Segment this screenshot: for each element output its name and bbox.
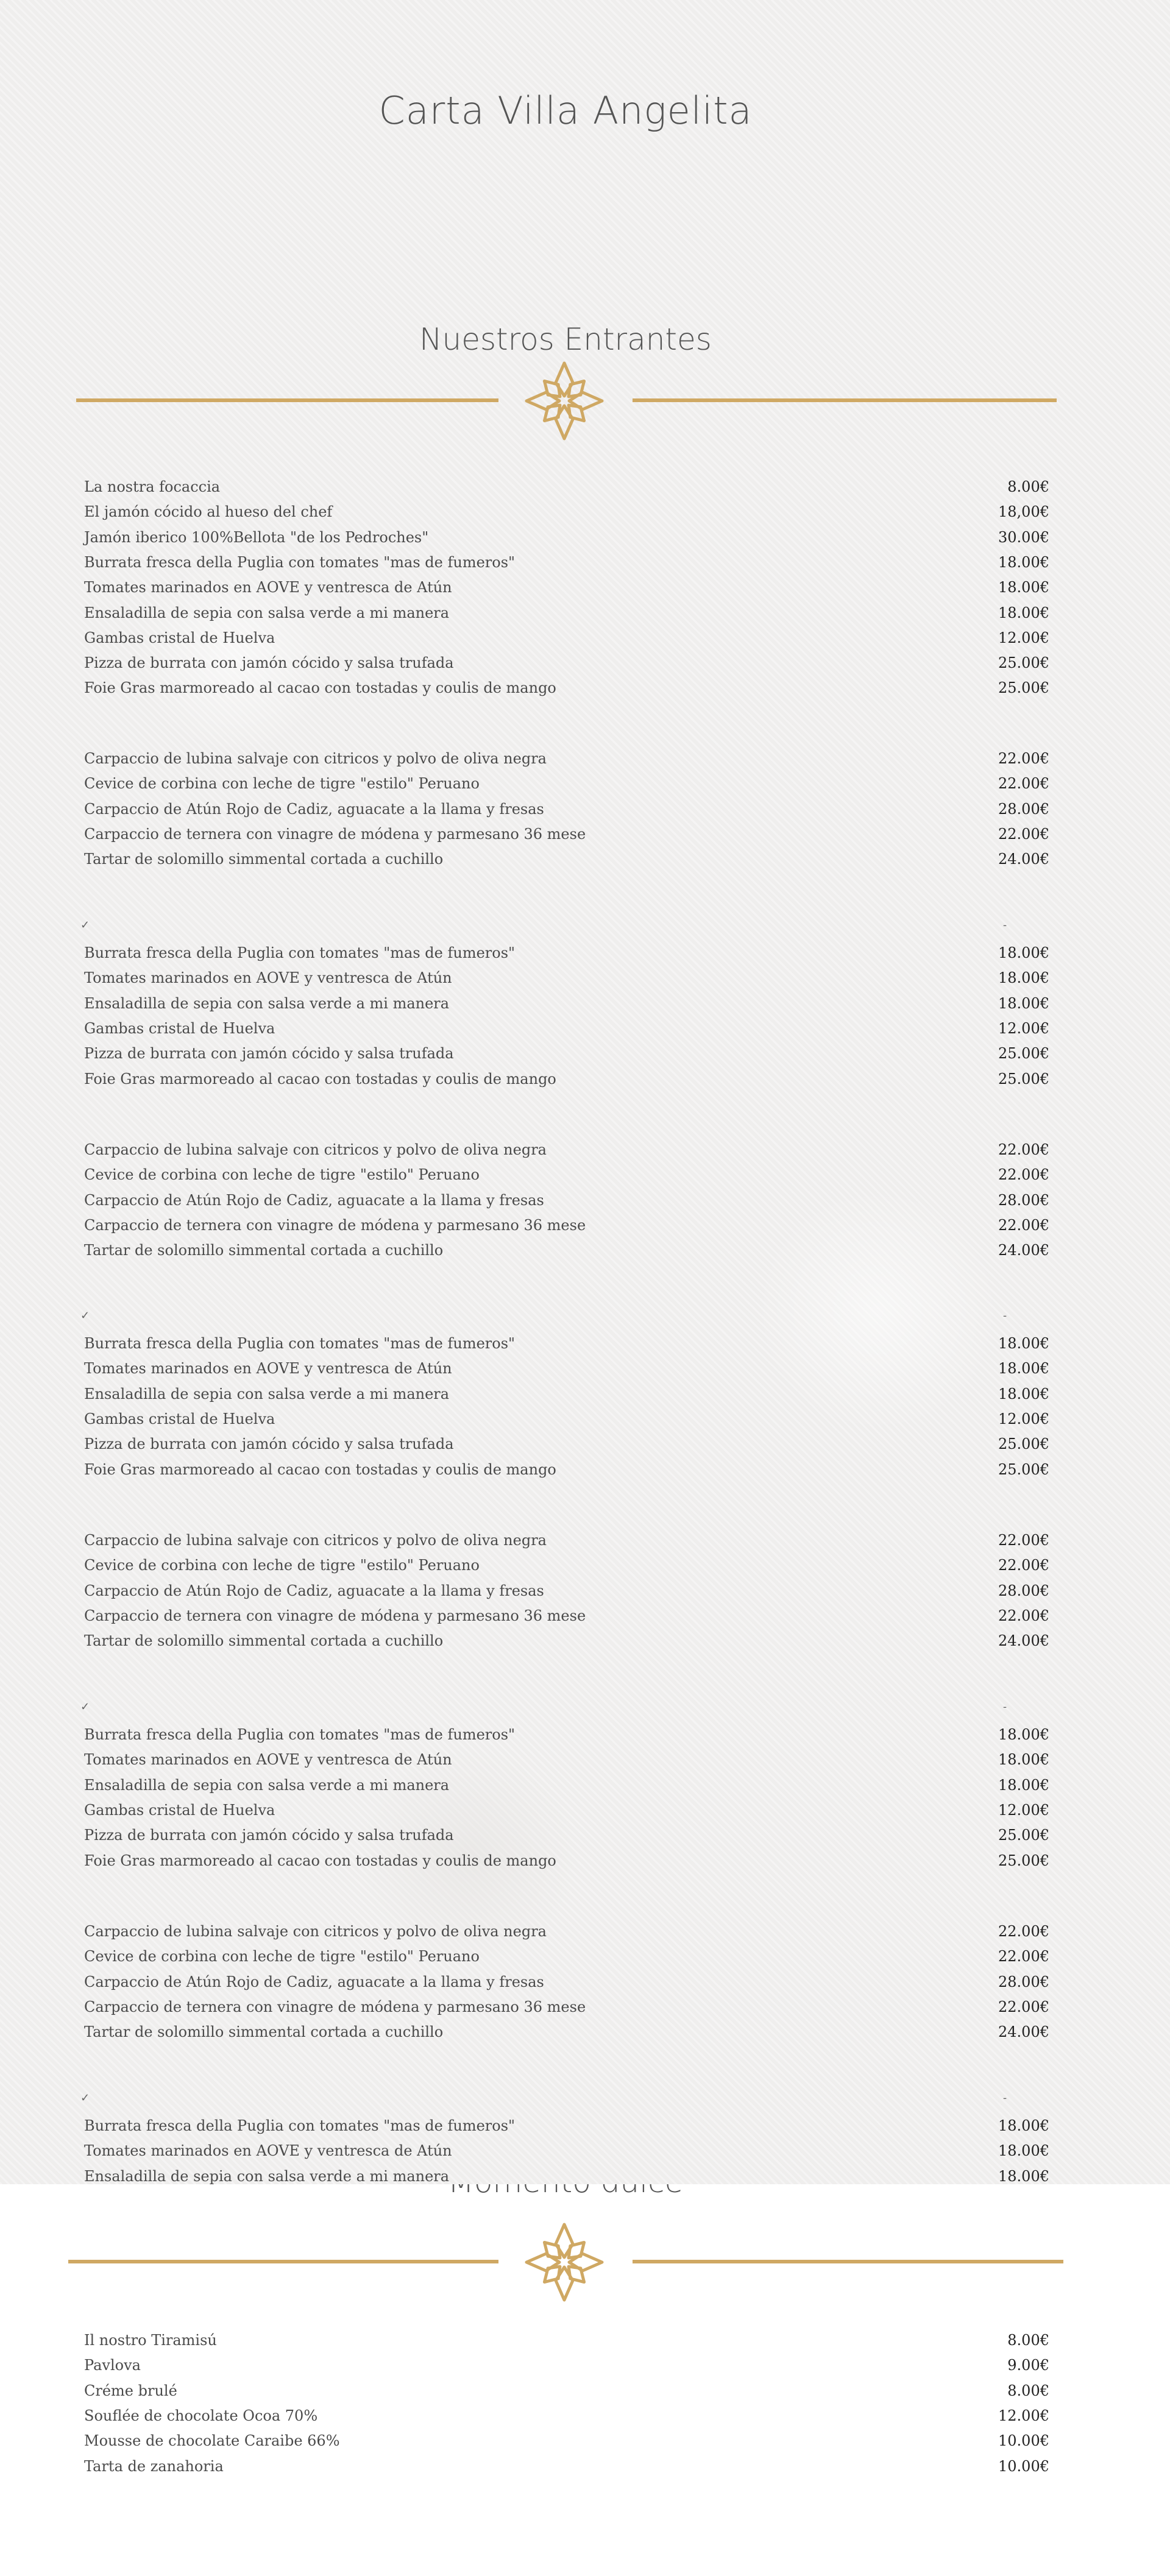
menu-item [84, 1188, 1049, 1212]
menu-item-price: 22.00€ [998, 775, 1049, 793]
menu-item-price: 12.00€ [998, 1801, 1049, 1819]
menu-item-price: 18,00€ [998, 503, 1049, 521]
menu-item-price: 25.00€ [998, 1460, 1049, 1478]
menu-item-price: 25.00€ [998, 1435, 1049, 1453]
menu-item-price: 18.00€ [998, 2142, 1049, 2160]
menu-item-price: 18.00€ [998, 1776, 1049, 1794]
menu-item [84, 1747, 1049, 1772]
menu-item [84, 1213, 1049, 1237]
menu-item [84, 1944, 1049, 1969]
postres-divider-left [68, 2260, 498, 2263]
menu-item [84, 1919, 1049, 1944]
menu-item-price: 12.00€ [998, 1019, 1049, 1037]
menu-item-name: Carpaccio de Atún Rojo de Cadiz, aguacate a la llama y fresas [84, 1973, 544, 1990]
menu-item [84, 1331, 1049, 1356]
menu-item-name: Burrata fresca della Puglia con tomates "mas de fumeros" [84, 1335, 516, 1352]
menu-item-price: 18.00€ [998, 579, 1049, 596]
menu-item-name: Carpaccio de lubina salvaje con citricos y polvo de oliva negra [84, 1923, 547, 1940]
page-title: Carta Villa Angelita [378, 88, 753, 133]
menu-item-name: Carpaccio de Atún Rojo de Cadiz, aguacate a la llama y fresas [84, 1582, 544, 1599]
postres-divider-right [633, 2260, 1063, 2263]
menu-item-name: El jamón cócido al hueso del chef [84, 503, 333, 521]
menu-item-name: La nostra focaccia [84, 478, 221, 495]
menu-item-name: Cevice de corbina con leche de tigre "estilo" Peruano [84, 1948, 480, 1966]
menu-item-name: Gambas cristal de Huelva [84, 629, 275, 646]
menu-item-name: Tartar de solomillo simmental cortada a cuchillo [84, 2023, 444, 2041]
menu-item-name: Jamón iberico 100%Bellota "de los Pedroches" [84, 528, 429, 546]
menu-item [84, 2020, 1049, 2044]
menu-item-name: Carpaccio de ternera con vinagre de módena y parmesano 36 mese [84, 1607, 586, 1624]
menu-item-price: 18.00€ [998, 2167, 1049, 2184]
menu-item [84, 1356, 1049, 1381]
menu-item-price: 18.00€ [998, 1385, 1049, 1403]
menu-item-price: 22.00€ [998, 825, 1049, 843]
menu-item [84, 1579, 1049, 1603]
menu-item [84, 966, 1049, 990]
menu-item [84, 2353, 1049, 2377]
menu-item [84, 2328, 1049, 2352]
menu-item-name: Ensaladilla de sepia con salsa verde a mi manera [84, 1776, 450, 1794]
menu-item-name: Burrata fresca della Puglia con tomates "mas de fumeros" [84, 2117, 516, 2134]
menu-item [84, 2114, 1049, 2138]
menu-item-price: 28.00€ [998, 1973, 1049, 1990]
menu-item [84, 1604, 1049, 1628]
menu-item-price: 18.00€ [998, 2117, 1049, 2134]
menu-item-price: 25.00€ [998, 654, 1049, 672]
menu-item-price: 25.00€ [998, 1070, 1049, 1088]
menu-item [84, 771, 1049, 796]
menu-item-name: Ensaladilla de sepia con salsa verde a mi manera [84, 1385, 450, 1403]
menu-item [84, 1798, 1049, 1822]
menu-item-price: 22.00€ [998, 1998, 1049, 2015]
menu-item-price: 22.00€ [998, 1141, 1049, 1158]
menu-item [84, 746, 1049, 771]
menu-item [84, 1773, 1049, 1797]
menu-item [84, 1382, 1049, 1406]
menu-item-name: Carpaccio de ternera con vinagre de módena y parmesano 36 mese [84, 1998, 586, 2015]
menu-item [84, 1162, 1049, 1187]
menu-item [84, 1722, 1049, 1747]
menu-item [84, 626, 1049, 650]
menu-item-name: Foie Gras marmoreado al cacao con tostadas y coulis de mango [84, 1070, 556, 1088]
menu-item-price: 18.00€ [998, 553, 1049, 571]
menu-item-price: 24.00€ [998, 851, 1049, 868]
menu-item [84, 797, 1049, 821]
menu-item-price: 18.00€ [998, 1335, 1049, 1352]
menu-item-name: Foie Gras marmoreado al cacao con tostadas y coulis de mango [84, 679, 556, 697]
menu-item-name: Pizza de burrata con jamón cócido y salsa trufada [84, 1435, 454, 1453]
tick-mark: ✓ [80, 919, 90, 932]
menu-item-name: Carpaccio de ternera con vinagre de módena y parmesano 36 mese [84, 825, 586, 843]
menu-item [84, 1553, 1049, 1577]
menu-item-name: Tartar de solomillo simmental cortada a cuchillo [84, 851, 444, 868]
menu-item-name: Foie Gras marmoreado al cacao con tostadas y coulis de mango [84, 1852, 556, 1869]
menu-item-name: Burrata fresca della Puglia con tomates "mas de fumeros" [84, 1726, 516, 1743]
menu-item [84, 1238, 1049, 1262]
menu-item [84, 2164, 1049, 2184]
dash-mark: - [1003, 1309, 1007, 1322]
menu-item-price: 22.00€ [998, 1166, 1049, 1184]
menu-item [84, 550, 1049, 575]
menu-item [84, 1457, 1049, 1482]
menu-item-name: Mousse de chocolate Caraibe 66% [84, 2432, 340, 2450]
menu-item-name: Tarta de zanahoria [84, 2457, 224, 2475]
menu-item-price: 12.00€ [998, 629, 1049, 646]
menu-item-price: 18.00€ [998, 1360, 1049, 1378]
menu-item [84, 1407, 1049, 1431]
divider-left [76, 398, 498, 402]
menu-item-name: Pizza de burrata con jamón cócido y salsa trufada [84, 1827, 454, 1844]
menu-item [84, 1016, 1049, 1041]
menu-item [84, 2454, 1049, 2479]
menu-item-price: 18.00€ [998, 604, 1049, 621]
tick-mark: ✓ [80, 1309, 90, 1322]
menu-item [84, 847, 1049, 871]
menu-item-price: 28.00€ [998, 1582, 1049, 1599]
menu-item [84, 822, 1049, 846]
dash-mark: - [1003, 1700, 1007, 1713]
menu-item-name: Souflée de chocolate Ocoa 70% [84, 2407, 318, 2424]
menu-item-price: 22.00€ [998, 1948, 1049, 1966]
menu-item-name: Gambas cristal de Huelva [84, 1019, 275, 1037]
menu-item [84, 1138, 1049, 1162]
menu-item-price: 24.00€ [998, 2023, 1049, 2041]
menu-item [84, 1528, 1049, 1552]
dash-mark: - [1003, 2092, 1007, 2104]
menu-item [84, 1432, 1049, 1456]
menu-item [84, 1823, 1049, 1847]
menu-item [84, 1041, 1049, 1066]
menu-item-name: Burrata fresca della Puglia con tomates "mas de fumeros" [84, 553, 516, 571]
entrantes-heading: Nuestros Entrantes [419, 322, 712, 357]
menu-item [84, 2139, 1049, 2163]
menu-item [84, 575, 1049, 600]
menu-item-name: Gambas cristal de Huelva [84, 1410, 275, 1428]
divider-right [633, 398, 1057, 402]
menu-item [84, 475, 1049, 499]
menu-item-price: 30.00€ [998, 528, 1049, 546]
menu-item-price: 25.00€ [998, 1852, 1049, 1869]
menu-item-price: 8.00€ [1007, 2332, 1049, 2349]
menu-item [84, 1995, 1049, 2019]
menu-item-price: 25.00€ [998, 1827, 1049, 1844]
menu-item-price: 22.00€ [998, 1607, 1049, 1624]
menu-item-price: 24.00€ [998, 1242, 1049, 1259]
menu-item-price: 18.00€ [998, 1751, 1049, 1769]
menu-item-price: 22.00€ [998, 1216, 1049, 1234]
menu-item-name: Foie Gras marmoreado al cacao con tostadas y coulis de mango [84, 1460, 556, 1478]
menu-item-name: Cevice de corbina con leche de tigre "estilo" Peruano [84, 775, 480, 793]
menu-item [84, 941, 1049, 965]
menu-item-price: 28.00€ [998, 1191, 1049, 1209]
menu-item [84, 1067, 1049, 1091]
menu-item-price: 28.00€ [998, 800, 1049, 818]
menu-item [84, 676, 1049, 700]
menu-item-name: Tomates marinados en AOVE y ventresca de Atún [84, 969, 452, 987]
menu-item-name: Cevice de corbina con leche de tigre "estilo" Peruano [84, 1166, 480, 1184]
menu-item [84, 2429, 1049, 2453]
menu-item-name: Tomates marinados en AOVE y ventresca de Atún [84, 1360, 452, 1378]
dash-mark: - [1003, 919, 1007, 932]
menu-item-name: Ensaladilla de sepia con salsa verde a mi manera [84, 2167, 450, 2184]
menu-item [84, 525, 1049, 550]
menu-item-name: Carpaccio de Atún Rojo de Cadiz, aguacate a la llama y fresas [84, 800, 544, 818]
menu-item [84, 991, 1049, 1016]
menu-item-price: 12.00€ [998, 1410, 1049, 1428]
menu-item-name: Pizza de burrata con jamón cócido y salsa trufada [84, 1045, 454, 1063]
menu-item-price: 18.00€ [998, 969, 1049, 987]
menu-item [84, 651, 1049, 675]
menu-item-name: Burrata fresca della Puglia con tomates "mas de fumeros" [84, 944, 516, 961]
menu-item-price: 22.00€ [998, 750, 1049, 767]
menu-item-name: Ensaladilla de sepia con salsa verde a mi manera [84, 604, 450, 621]
menu-item-price: 9.00€ [1007, 2357, 1049, 2374]
menu-item-name: Pavlova [84, 2357, 141, 2374]
menu-item-name: Carpaccio de Atún Rojo de Cadiz, aguacate a la llama y fresas [84, 1191, 544, 1209]
menu-item [84, 601, 1049, 625]
menu-item-price: 18.00€ [998, 1726, 1049, 1743]
menu-item-name: Tomates marinados en AOVE y ventresca de Atún [84, 2142, 452, 2160]
menu-item-name: Cevice de corbina con leche de tigre "estilo" Peruano [84, 1557, 480, 1574]
menu-item-price: 18.00€ [998, 994, 1049, 1012]
menu-item [84, 1849, 1049, 1873]
flower-ornament-icon [523, 360, 605, 442]
menu-item-price: 22.00€ [998, 1532, 1049, 1549]
menu-item [84, 2379, 1049, 2403]
menu-item-price: 8.00€ [1007, 478, 1049, 495]
tick-mark: ✓ [80, 1700, 90, 1713]
menu-item [84, 1629, 1049, 1653]
menu-item-price: 24.00€ [998, 1632, 1049, 1650]
menu-item [84, 500, 1049, 524]
menu-item-name: Carpaccio de ternera con vinagre de módena y parmesano 36 mese [84, 1216, 586, 1234]
menu-item-price: 8.00€ [1007, 2382, 1049, 2399]
menu-item-name: Carpaccio de lubina salvaje con citricos y polvo de oliva negra [84, 1532, 547, 1549]
menu-item-name: Pizza de burrata con jamón cócido y salsa trufada [84, 654, 454, 672]
tick-mark: ✓ [80, 2092, 90, 2104]
menu-item-name: Carpaccio de lubina salvaje con citricos y polvo de oliva negra [84, 750, 547, 767]
menu-item [84, 2404, 1049, 2428]
menu-item-price: 18.00€ [998, 944, 1049, 961]
menu-item-price: 22.00€ [998, 1557, 1049, 1574]
menu-item-price: 12.00€ [998, 2407, 1049, 2424]
menu-item-name: Carpaccio de lubina salvaje con citricos y polvo de oliva negra [84, 1141, 547, 1158]
menu-item-name: Tomates marinados en AOVE y ventresca de Atún [84, 579, 452, 596]
menu-item-price: 25.00€ [998, 679, 1049, 697]
menu-item-name: Tomates marinados en AOVE y ventresca de Atún [84, 1751, 452, 1769]
menu-item [84, 1970, 1049, 1994]
postres-flower-ornament-icon [523, 2221, 605, 2303]
menu-item-price: 22.00€ [998, 1923, 1049, 1940]
menu-item-name: Il nostro Tiramisú [84, 2332, 217, 2349]
menu-item-price: 25.00€ [998, 1045, 1049, 1063]
menu-item-name: Tartar de solomillo simmental cortada a cuchillo [84, 1632, 444, 1650]
menu-item-name: Tartar de solomillo simmental cortada a cuchillo [84, 1242, 444, 1259]
menu-item-name: Créme brulé [84, 2382, 177, 2399]
menu-item-name: Gambas cristal de Huelva [84, 1801, 275, 1819]
menu-item-name: Ensaladilla de sepia con salsa verde a mi manera [84, 994, 450, 1012]
menu-item-price: 10.00€ [998, 2432, 1049, 2450]
menu-item-price: 10.00€ [998, 2457, 1049, 2475]
